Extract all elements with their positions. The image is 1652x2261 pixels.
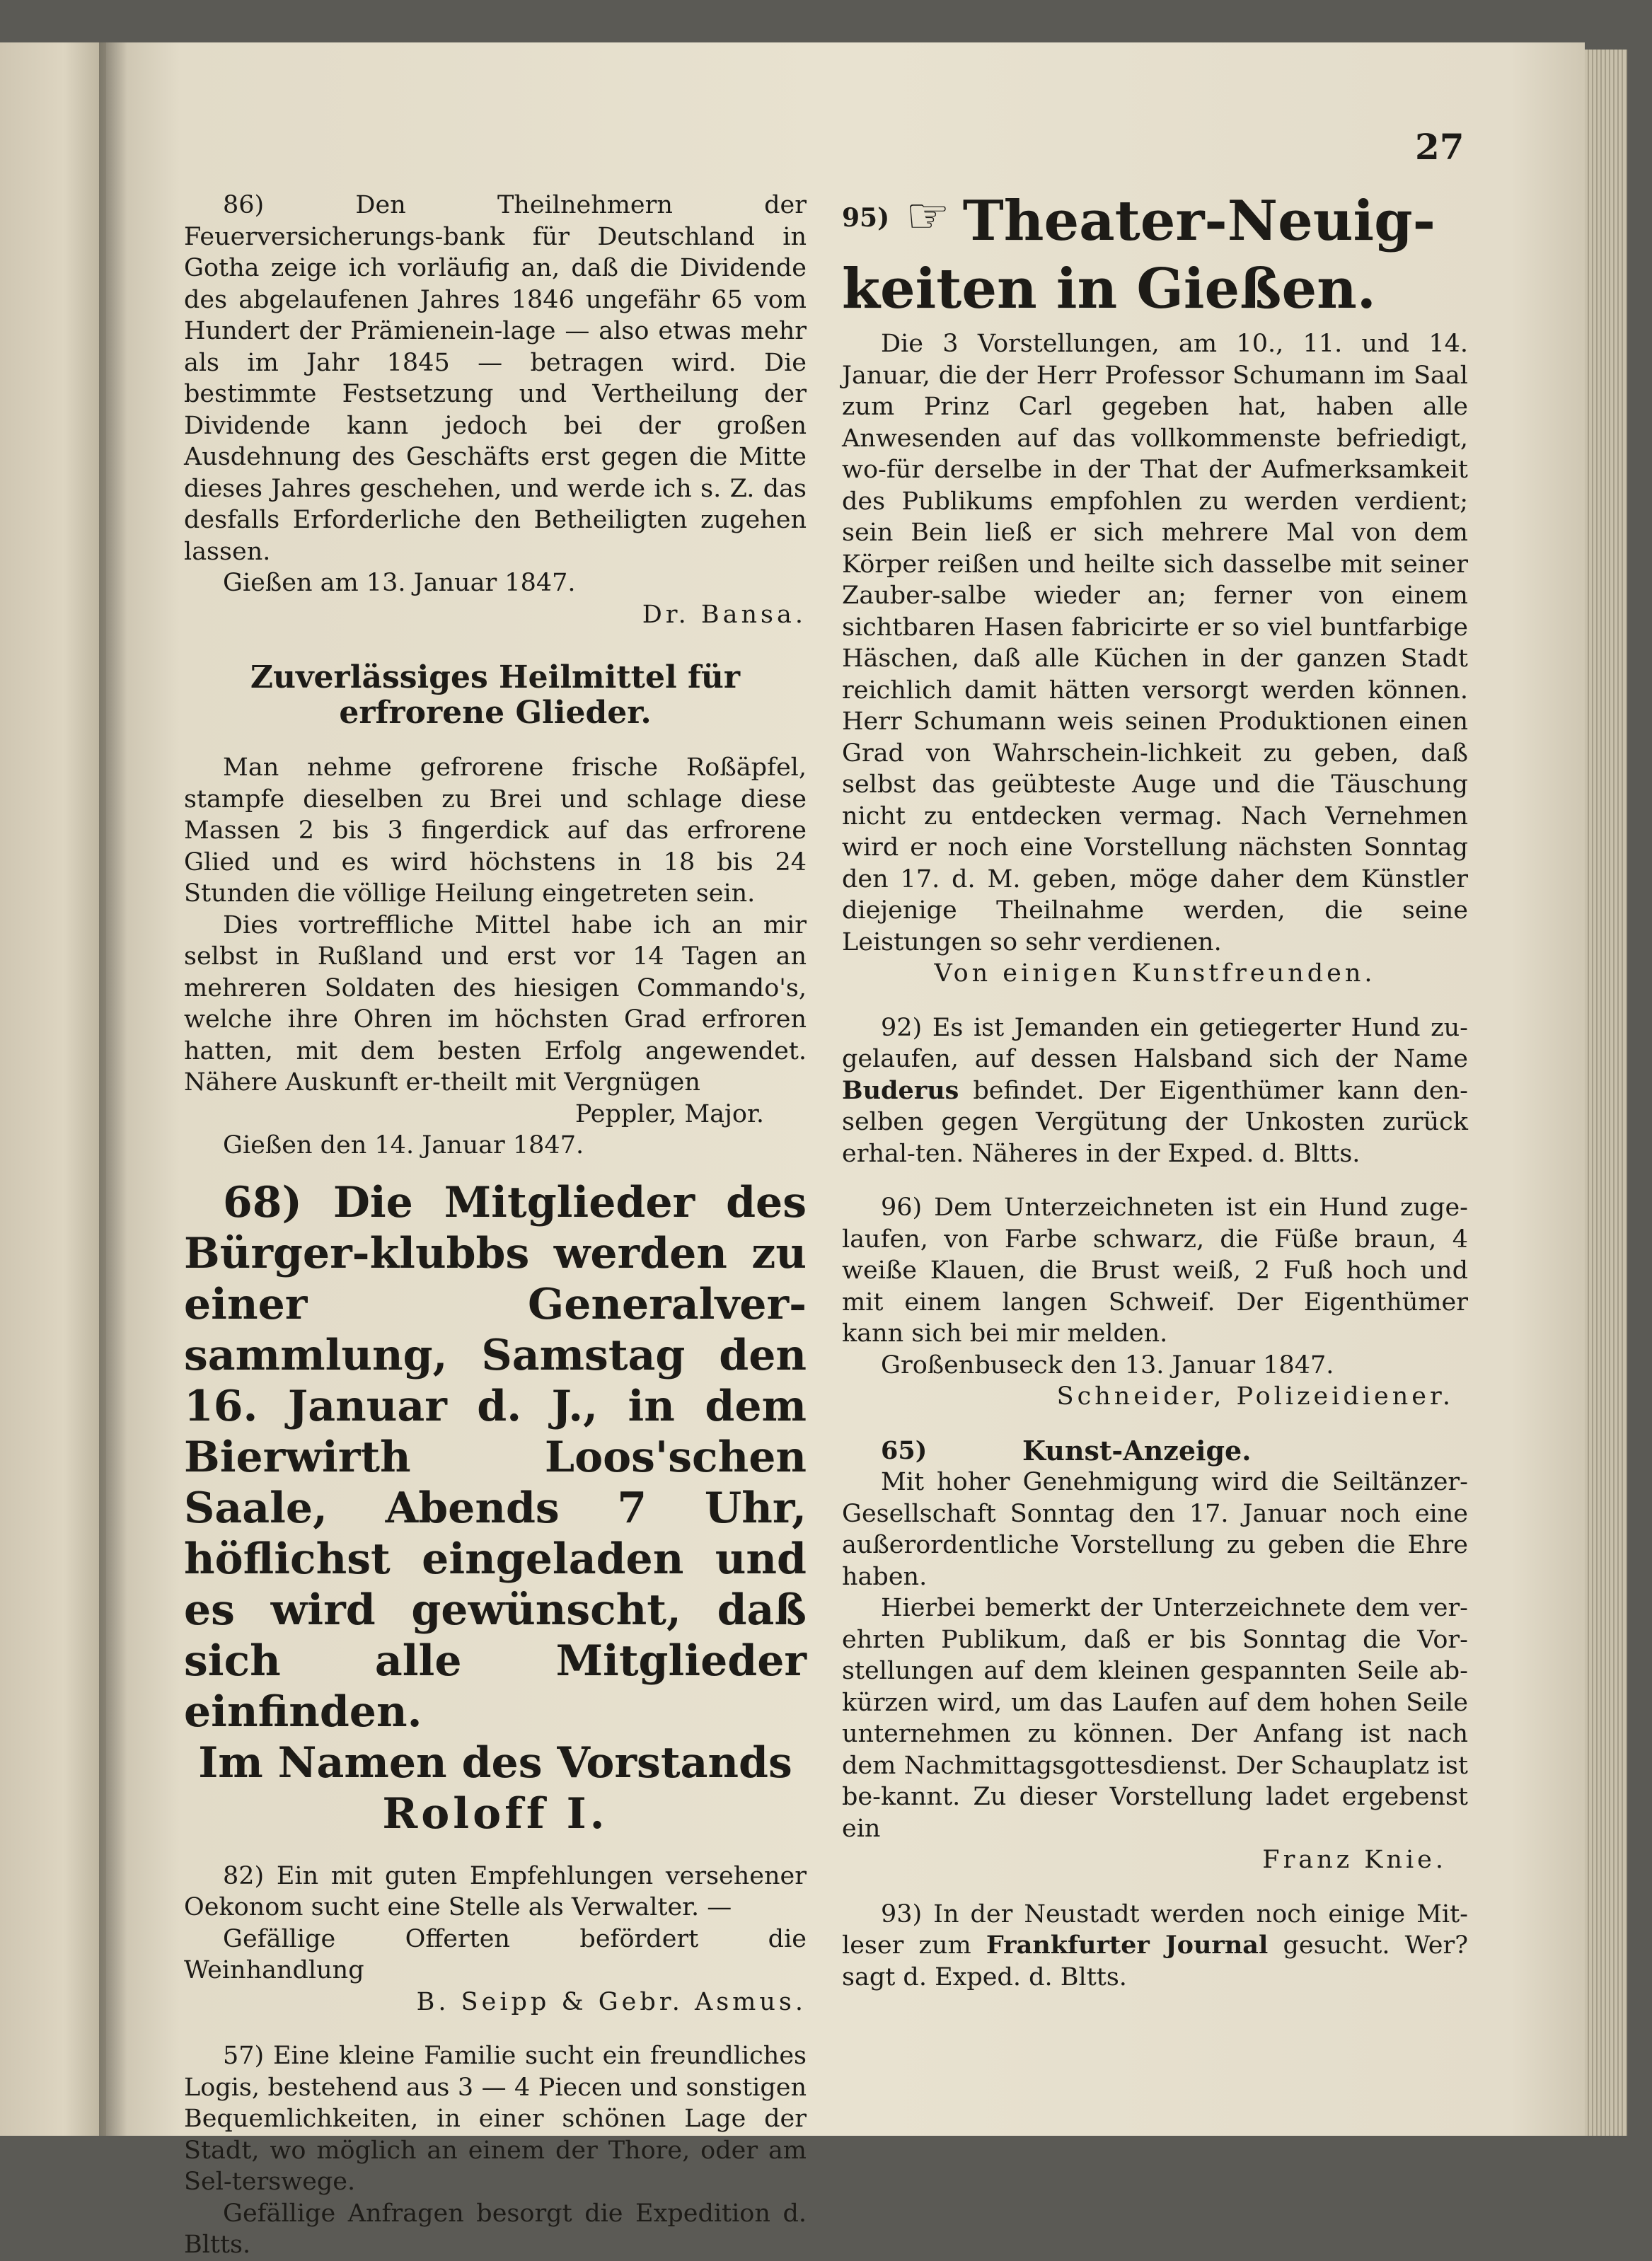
heilmittel-para2: Dies vortreffliche Mittel habe ich an mir selbst in Rußland und erst vor 14 Tagen an mehreren Soldaten des hiesigen Commando's, welche ihre Ohren im höchsten Grad erfroren hatten, mit dem besten Erfolg angewendet. Nähere Auskunft er-theilt mit Vergnügen <box>184 910 807 1097</box>
ad-68-text: 68) Die Mitglieder des Bürger-klubbs werden zu einer Generalver-sammlung, Samstag den 16. Januar d. J., in dem Bierwirth Loos'schen Saale, Abends 7 Uhr, höflichst eingeladen und es wird gewünscht, daß sich alle Mitglieder einfinden. <box>184 1177 807 1737</box>
ad-65-number: 65) <box>881 1435 928 1465</box>
heilmittel-signature: Peppler, Major. <box>574 1099 764 1128</box>
ad-92-post: befindet. Der Eigenthümer kann den-selben gegen Vergütung der Unkosten zurück erhal-ten. Näheres in der Exped. d. Bltts. <box>842 1076 1468 1168</box>
ad-95-number: 95) <box>842 203 890 233</box>
pointing-hand-icon: ☞ <box>906 187 950 245</box>
ad-82 <box>184 1861 807 2018</box>
ad-92-pre: 92) Es ist Jemanden ein getiegerter Hund zu-gelaufen, auf dessen Halsband sich der Name <box>842 1013 1468 1073</box>
ad-95-title-line1: Theater-Neuig- <box>962 189 1436 253</box>
ad-95-body: Die 3 Vorstellungen, am 10., 11. und 14. Januar, die der Herr Professor Schumann im Saal zum Prinz Carl gegeben hat, haben alle Anwesenden auf das vollkommenste befriedigt, wo-für derselbe in der That der Aufmerksamkeit des Publikums empfohlen zu werden verdient; sein Bein ließ er sich mehrere Mal von dem Körper reißen und heilte sich dasselbe mit seiner Zauber-salbe wieder an; ferner von einem sichtbaren Hasen fabricirte er so viel buntfarbige Häschen, daß alle Küchen in der ganzen Stadt reichlich damit hätten versorgt werden können. Herr Schumann weis seinen Produktionen einen Grad von Wahrschein-lichkeit zu geben, daß selbst das geübteste Auge und die Täuschung nicht zu entdecken vermag. Nach Vernehmen wird er noch eine Vorstellung nächsten Sonntag den 17. d. M. geben, möge daher dem Künstler diejenige Theilnahme werden, die seine Leistungen so sehr verdienen. <box>842 330 1468 956</box>
heilmittel-title: Zuverlässiges Heilmittel für erfrorene Glieder. <box>250 659 741 731</box>
ad-86-text: 86) Den Theilnehmern der Feuerversicherungs-bank für Deutschland in Gotha zeige ich vorläufig an, daß die Dividende des abgelaufenen Jahres 1846 ungefähr 65 vom Hundert der Prämienein-lage — also etwas mehr als im Jahr 1845 — betragen wird. Die bestimmte Festsetzung und Vertheilung der Dividende kann jedoch bei der großen Ausdehnung des Geschäfts erst gegen die Mitte dieses Jahres geschehen, und werde ich s. Z. das desfalls Erforderliche den Betheiligten zugehen lassen. <box>184 191 807 566</box>
ad-86 <box>184 190 807 630</box>
ad-65-header <box>842 1435 1468 1467</box>
ad-68 <box>184 1177 807 1839</box>
ad-65-para1: Mit hoher Genehmigung wird die Seiltänzer-Gesellschaft Sonntag den 17. Januar noch eine außerordentliche Vorstellung zu geben die Ehre haben. <box>842 1468 1468 1591</box>
facing-page-edge <box>0 42 106 2136</box>
ad-93-pre: 93) In der Neustadt werden noch einige Mit-leser zum <box>842 1899 1468 1960</box>
ad-95-title-line2: keiten in Gießen. <box>842 257 1376 321</box>
left-column <box>184 190 807 2261</box>
ad-93-post: gesucht. Wer? sagt d. Exped. d. Bltts. <box>842 1931 1468 1991</box>
ad-92 <box>842 1012 1468 1170</box>
ad-68-sig1: Im Namen des Vorstands <box>198 1737 792 1788</box>
right-column <box>842 187 1468 1993</box>
page-stack-edge <box>1585 50 1627 2136</box>
ad-93-text <box>842 1899 1468 1994</box>
ad-93 <box>842 1899 1468 1994</box>
heilmittel-article <box>184 660 807 1162</box>
ad-68-sig2: Roloff I. <box>382 1788 608 1839</box>
heilmittel-para1: Man nehme gefrorene frische Roßäpfel, stampfe dieselben zu Brei und schlage diese Massen 2 bis 3 fingerdick auf das erfrorene Glied und es wird höchstens in 18 bis 24 Stunden die völlige Heilung eingetreten sein. <box>184 753 807 908</box>
ad-86-date: Gießen am 13. Januar 1847. <box>223 569 576 597</box>
page-number: 27 <box>1415 126 1465 168</box>
ad-82-text: 82) Ein mit guten Empfehlungen versehener Oekonom sucht eine Stelle als Verwalter. — <box>184 1861 807 1921</box>
ad-82-signature: B. Seipp & Gebr. Asmus. <box>416 1987 807 2016</box>
ad-96-date: Großenbuseck den 13. Januar 1847. <box>881 1351 1334 1380</box>
ad-57-line2: Gefällige Anfragen besorgt die Expedition d. Bltts. <box>184 2199 807 2259</box>
ad-57 <box>184 2040 807 2261</box>
gutter-shadow <box>99 42 127 2136</box>
ad-95-signature: Von einigen Kunstfreunden. <box>934 959 1376 988</box>
ad-96 <box>842 1192 1468 1413</box>
ad-65-para2: Hierbei bemerkt der Unterzeichnete dem ver-ehrten Publikum, daß er bis Sonntag die Vor-stellungen auf dem kleinen gespannten Seile ab-kürzen wird, um das Laufen auf dem hohen Seile unternehmen zu können. Der Anfang ist nach dem Nachmittagsgottesdienst. Der Schauplatz ist be-kannt. Zu dieser Vorstellung ladet ergebenst ein <box>842 1594 1468 1843</box>
ad-65 <box>842 1435 1468 1876</box>
ad-96-text: 96) Dem Unterzeichneten ist ein Hund zuge-laufen, von Farbe schwarz, die Füße braun, 4 weiße Klauen, die Brust weiß, 2 Fuß hoch und mit einem langen Schweif. Der Eigenthümer kann sich bei mir melden. <box>842 1193 1468 1348</box>
ad-82-line2: Gefällige Offerten befördert die Weinhandlung <box>184 1924 807 1984</box>
ad-65-title: Kunst-Anzeige. <box>1022 1434 1252 1467</box>
ad-57-text: 57) Eine kleine Familie sucht ein freundliches Logis, bestehend aus 3 — 4 Piecen und sonstigen Bequemlichkeiten, in einer schönen Lage der Stadt, wo möglich an einem der Thore, oder am Sel-terswege. <box>184 2042 807 2196</box>
ad-92-name: Buderus <box>842 1075 959 1105</box>
ad-95 <box>842 187 1468 990</box>
ad-65-signature: Franz Knie. <box>1262 1846 1447 1874</box>
ad-86-signature: Dr. Bansa. <box>642 600 807 629</box>
ad-93-journal: Frankfurter Journal <box>986 1931 1269 1960</box>
ad-92-text <box>842 1012 1468 1170</box>
heilmittel-date: Gießen den 14. Januar 1847. <box>223 1131 584 1160</box>
ad-96-signature: Schneider, Polizeidiener. <box>1056 1382 1454 1411</box>
ad-95-header <box>842 187 1468 253</box>
